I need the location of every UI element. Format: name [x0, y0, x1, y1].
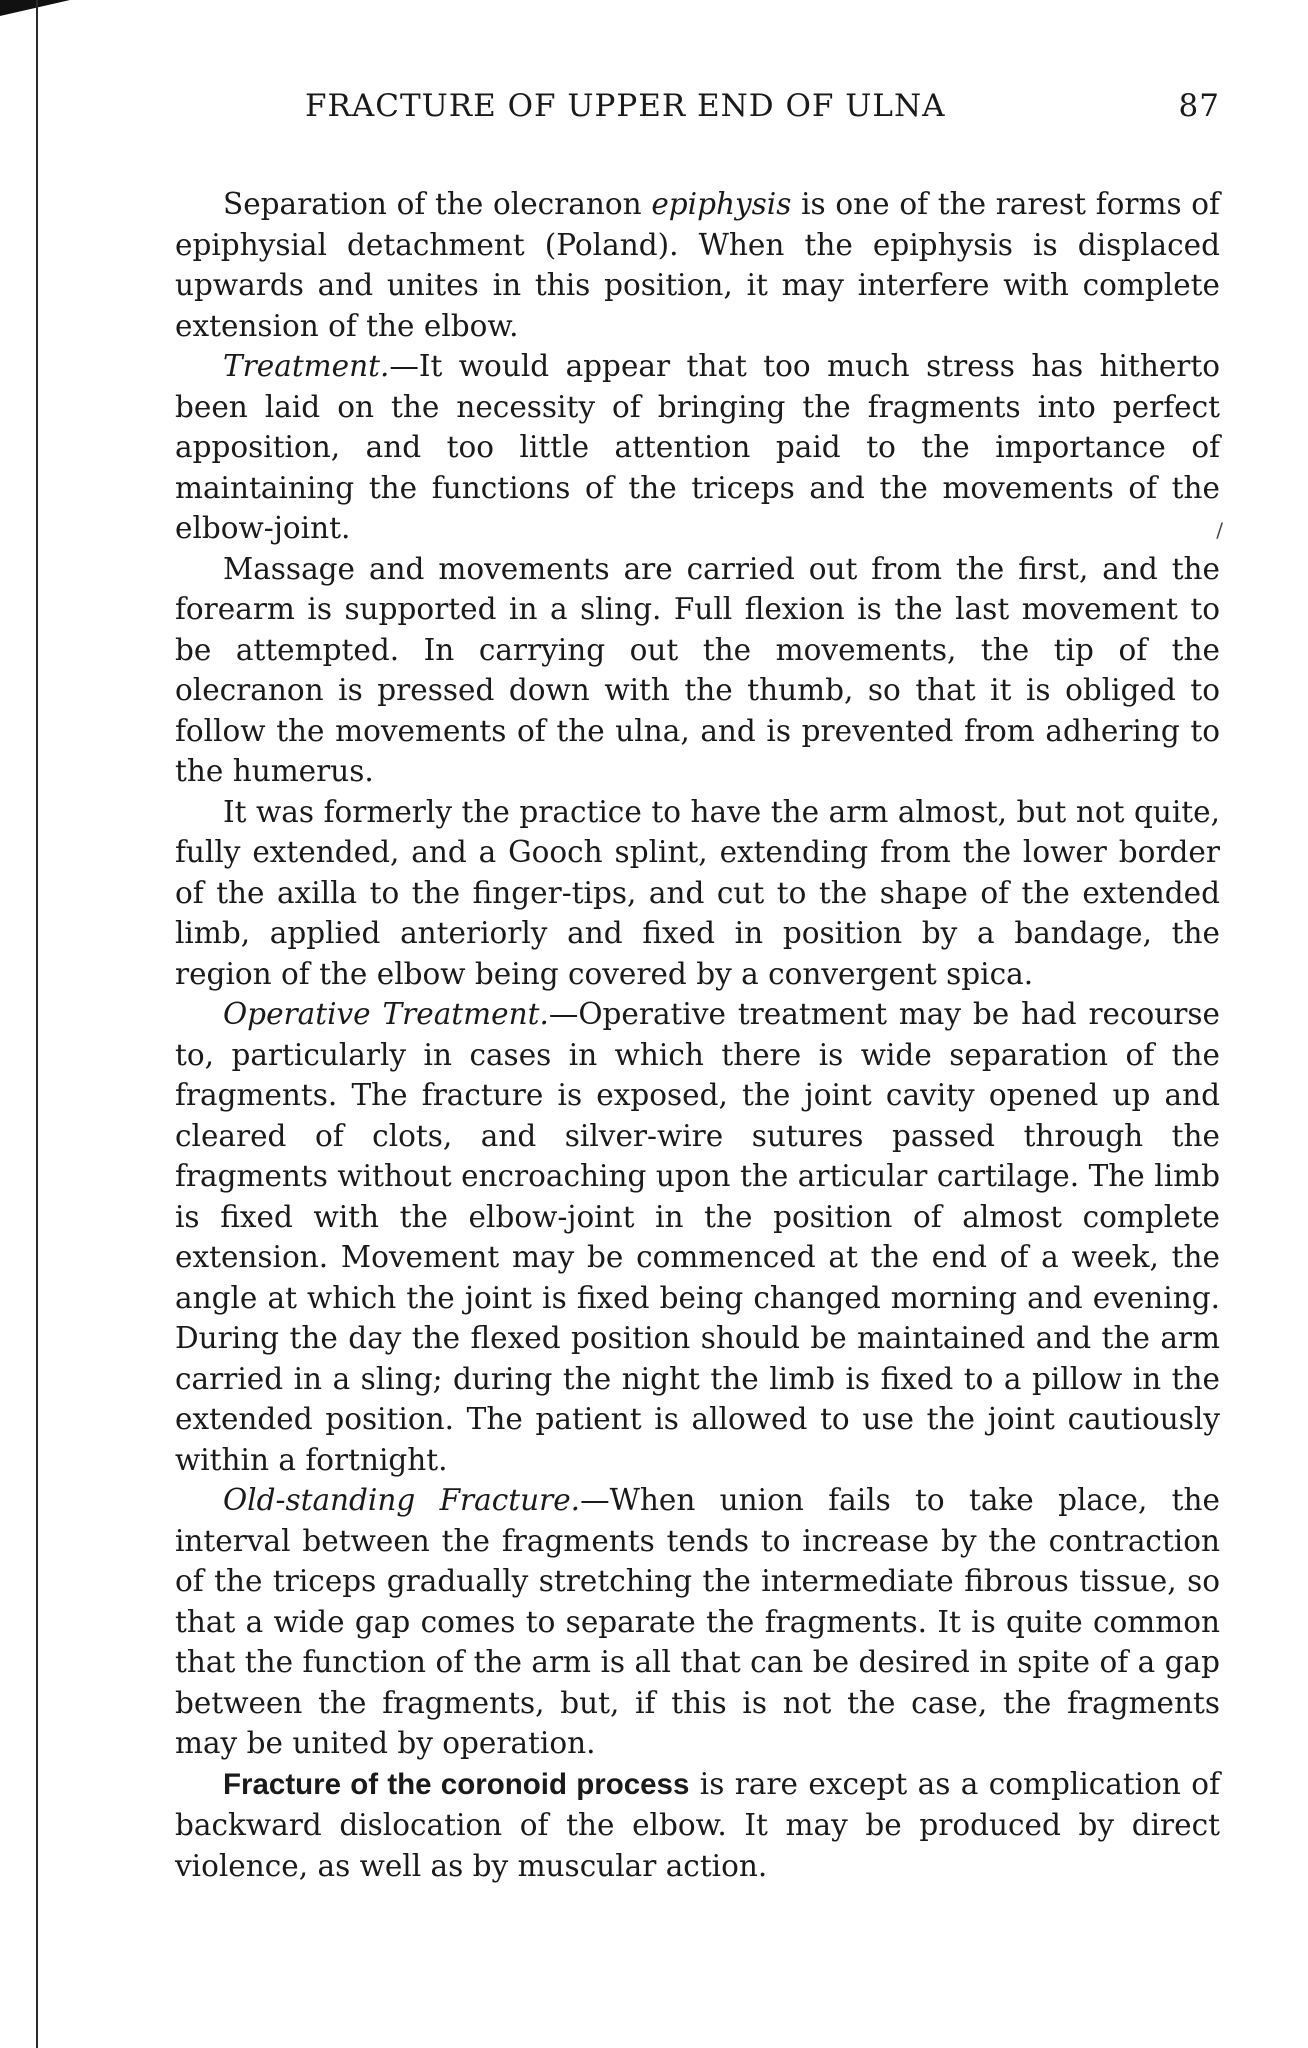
section-lead: Operative Treatment. — [223, 997, 549, 1031]
paragraph-text: —Operative treatment may be had recourse to, particularly in cases in which there is wide separation of the fragments. The fracture is exposed, the joint cavity opened up and cleared of clots, and silver-wire sutures passed through the fragments without encroaching upon the articular cartilage. The limb is fixed with the elbow-joint in the position of almost complete extension. Movement may be commenced at the end of a week, the angle at which the joint is fixed being changed morning and evening. During the day the flexed position should be maintained and the arm carried in a sling; during the night the limb is fixed to a pillow in the extended position. The patient is allowed to use the joint cautiously within a fortnight. — [175, 997, 1220, 1477]
page-header — [175, 88, 1220, 138]
body-text — [175, 184, 1220, 1886]
page-number: 87 — [1178, 88, 1220, 124]
running-head: FRACTURE OF UPPER END OF ULNA — [305, 88, 946, 124]
paragraph-text: —When union fails to take place, the interval between the fragments tends to increase by the contraction of the triceps gradually stretching the intermediate fibrous tissue, so that a wide gap comes to separate the fragments. It is quite common that the function of the arm is all that can be desired in spite of a gap between the fragments, but, if this is not the case, the fragments may be united by operation. — [175, 1483, 1220, 1760]
paragraph-text: is rare except as a complication of backward dislocation of the elbow. It may be produced by direct violence, as well as by muscular action. — [175, 1766, 1220, 1883]
paragraph-text: —It would appear that too much stress has hitherto been laid on the necessity of bringing the fragments into perfect apposition, and too little attention paid to the importance of maintaining the functions of the triceps and the movements of the elbow-joint. — [175, 349, 1220, 545]
italic-term: epiphysis — [651, 187, 792, 221]
paragraph-text: Massage and movements are carried out from the first, and the forearm is supported in a sling. Full flexion is the last movement to be attempted. In carrying out the movements, the tip of the olecranon is pressed down with the thumb, so that it is obliged to follow the movements of the ulna, and is prevented from adhering to the humerus. — [175, 551, 1220, 788]
paragraph-coronoid-fracture — [175, 1764, 1220, 1887]
scan-corner-mark — [0, 0, 70, 16]
paragraph-epiphysis-separation — [175, 184, 1220, 346]
paragraph-operative-treatment — [175, 994, 1220, 1480]
paragraph-treatment — [175, 346, 1220, 549]
paragraph-text: is one of the rarest forms of epiphysial detachment (Poland). When the epiphysis is displaced upwards and unites in this position, it may interfere with complete extension of the elbow. — [175, 187, 1220, 343]
paragraph-former-practice — [175, 792, 1220, 995]
paragraph-old-standing-fracture — [175, 1480, 1220, 1764]
page-margin-line — [36, 0, 38, 2048]
paragraph-text: Separation of the olecranon — [223, 187, 652, 221]
paragraph-massage — [175, 549, 1220, 792]
bold-heading: Fracture of the coronoid process — [223, 1767, 690, 1801]
section-lead: Treatment. — [223, 349, 390, 383]
paragraph-text: It was formerly the practice to have the arm almost, but not quite, fully extended, and a Gooch splint, extending from the lower border of the axilla to the finger-tips, and cut to the shape of the extended limb, applied anteriorly and fixed in position by a bandage, the region of the elbow being covered by a convergent spica. — [175, 794, 1220, 991]
pencil-mark: / — [1216, 518, 1223, 542]
section-lead: Old-standing Fracture. — [223, 1483, 581, 1517]
